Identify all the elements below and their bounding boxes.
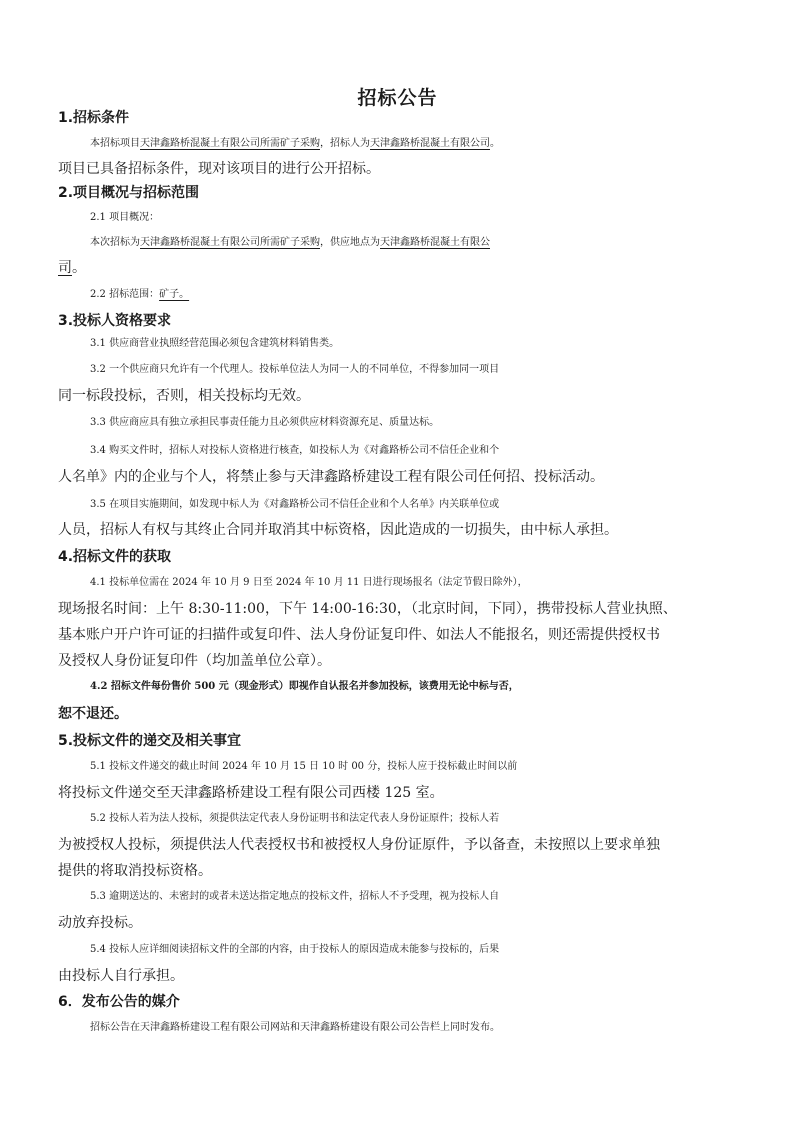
section-4-2-line-1: 4.2 招标文件每份售价 500 元（现金形式）即视作自认报名并参加投标，该费用无论中标与否， — [90, 681, 519, 692]
section-3-heading: 3.投标人资格要求 — [58, 313, 172, 329]
section-4-1-line-3: 基本账户开户许可证的扫描件或复印件、法人身份证复印件、如法人不能报名，则还需提供授权书 — [58, 627, 660, 643]
text: ，招标人为 — [320, 138, 370, 149]
section-5-1-line-1: 5.1 投标文件递交的截止时间 2024 年 10 月 15 日 10 时 00 分，投标人应于投标截止时间以前 — [90, 761, 518, 772]
section-4-1-line-4: 及授权人身份证复印件（均加盖单位公章）。 — [58, 653, 331, 669]
tender-scope: 矿子。 — [159, 289, 190, 300]
section-5-1-line-2: 将投标文件递交至天津鑫路桥建设工程有限公司西楼 125 室。 — [58, 785, 444, 801]
section-3-4-line-1: 3.4 购买文件时，招标人对投标人资格进行核查，如投标人为《对鑫路桥公司不信任企业和个 — [90, 445, 500, 456]
text: ，供应地点为 — [320, 237, 380, 248]
section-4-1-line-2: 现场报名时间：上午 8:30-11:00，下午 14:00-16:30，（北京时间，下同），携带投标人营业执照、 — [58, 601, 677, 617]
section-2-line-1 — [90, 233, 790, 253]
section-3-1: 3.1 供应商营业执照经营范围必须包含建筑材料销售类。 — [90, 338, 340, 349]
text: 。 — [72, 260, 86, 276]
supply-location-cont: 司 — [58, 260, 72, 276]
section-5-4-line-1: 5.4 投标人应详细阅读招标文件的全部的内容，由于投标人的原因造成未能参与投标的，后果 — [90, 944, 500, 955]
section-1-line-1 — [90, 134, 790, 154]
section-3-5-line-1: 3.5 在项目实施期间，如发现中标人为《对鑫路桥公司不信任企业和个人名单》内关联单位或 — [90, 499, 500, 510]
section-1-line-2: 项目已具备招标条件，现对该项目的进行公开招标。 — [58, 161, 380, 177]
section-5-2-line-2: 为被授权人投标，须提供法人代表授权书和被授权人身份证原件，予以备查，未按照以上要求单独 — [58, 837, 660, 853]
section-6-1: 招标公告在天津鑫路桥建设工程有限公司网站和天津鑫路桥建设有限公司公告栏上同时发布。 — [90, 1022, 500, 1033]
section-5-2-line-3: 提供的将取消投标资格。 — [58, 863, 212, 879]
project-name: 天津鑫路桥混凝土有限公司所需矿子采购 — [140, 138, 320, 149]
text: 。 — [490, 138, 500, 149]
section-2-2 — [90, 285, 790, 305]
tenderer-name: 天津鑫路桥混凝土有限公司 — [370, 138, 490, 149]
section-3-2-line-1: 3.2 一个供应商只允许有一个代理人。投标单位法人为同一人的不同单位，不得参加同一项目 — [90, 364, 500, 375]
section-3-2-line-2: 同一标段投标，否则，相关投标均无效。 — [58, 388, 310, 404]
section-4-1-line-1: 4.1 投标单位需在 2024 年 10 月 9 日至 2024 年 10 月 11 日进行现场报名（法定节假日除外）， — [90, 577, 528, 588]
page-title: 招标公告 — [357, 87, 438, 109]
section-2-line-2 — [58, 258, 758, 278]
section-5-3-line-2: 动放弃投标。 — [58, 915, 142, 931]
section-2-heading: 2.项目概况与招标范围 — [58, 185, 200, 201]
section-1-heading: 1.招标条件 — [58, 110, 130, 126]
text: 本招标项目 — [90, 138, 140, 149]
section-4-2-line-2: 恕不退还。 — [58, 706, 128, 722]
text: 本次招标为 — [90, 237, 140, 248]
section-5-2-line-1: 5.2 投标人若为法人投标，须提供法定代表人身份证明书和法定代表人身份证原件；投标人若 — [90, 813, 500, 824]
section-3-4-line-2: 人名单》内的企业与个人，将禁止参与天津鑫路桥建设工程有限公司任何招、投标活动。 — [58, 469, 604, 485]
section-4-heading: 4.招标文件的获取 — [58, 549, 172, 565]
supply-location: 天津鑫路桥混凝土有限公 — [380, 237, 490, 248]
text: 2.2 招标范围： — [90, 289, 160, 300]
section-5-3-line-1: 5.3 逾期送达的、未密封的或者未送达指定地点的投标文件，招标人不予受理，视为投标人自 — [90, 891, 500, 902]
project-name: 天津鑫路桥混凝土有限公司所需矿子采购 — [140, 237, 320, 248]
section-3-5-line-2: 人员，招标人有权与其终止合同并取消其中标资格，因此造成的一切损失，由中标人承担。 — [58, 522, 618, 538]
section-6-heading: 6．发布公告的媒介 — [58, 994, 180, 1010]
section-3-3: 3.3 供应商应具有独立承担民事责任能力且必须供应材料资源充足、质量达标。 — [90, 417, 440, 428]
section-5-4-line-2: 由投标人自行承担。 — [58, 968, 184, 984]
section-5-heading: 5.投标文件的递交及相关事宜 — [58, 733, 242, 749]
section-2-1-label: 2.1 项目概况： — [90, 212, 160, 223]
